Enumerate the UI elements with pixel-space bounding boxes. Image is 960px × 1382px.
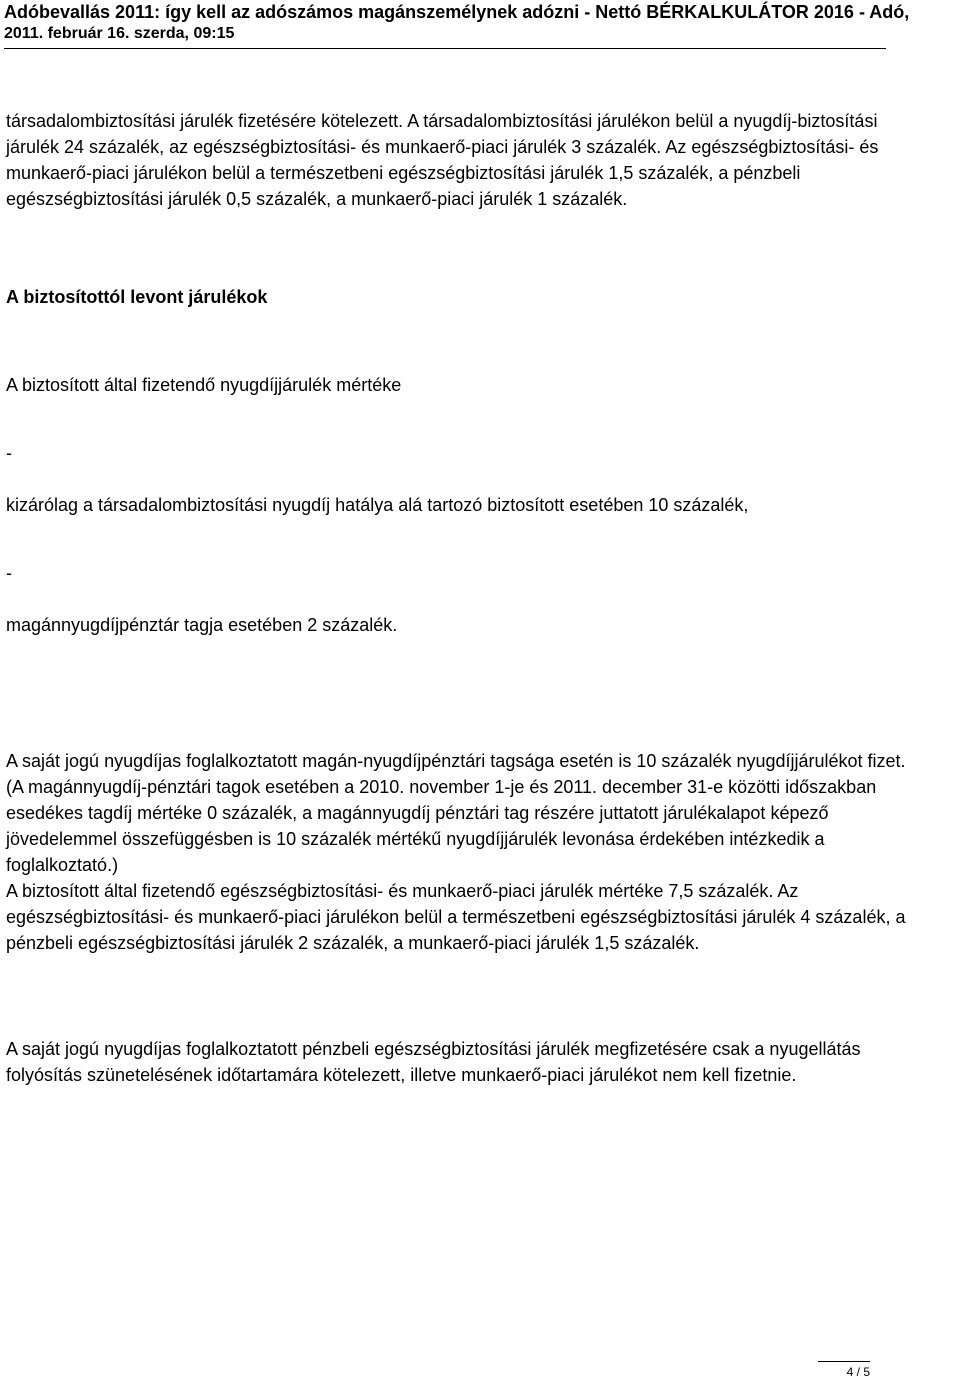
paragraph-health-contribution: A biztosított által fizetendő egészségbiztosítási- és munkaerő-piaci járulék mértéke 7,5 százalék. Az egészségbiztosítási- és munkaerő-piaci járulékon belül a természetbeni egészségbiztosítási járulék 4 százalék, a pénzbeli egészségbiztosítási járulék 2 százalék, a munkaerő-piaci járulék 1,5 százalék. <box>6 881 906 953</box>
header-divider <box>4 48 886 49</box>
list-dash: - <box>6 563 12 583</box>
article-date: 2011. február 16. szerda, 09:15 <box>4 25 235 42</box>
pension-contribution-intro: A biztosított által fizetendő nyugdíjjárulék mértéke <box>6 375 402 395</box>
paragraph-pensioner-health: A saját jogú nyugdíjas foglalkoztatott pénzbeli egészségbiztosítási járulék megfizetésére csak a nyugellátás folyósítás szünetelésének időtartamára kötelezett, illetve munkaerő-piaci járulékot nem kell fizetnie. <box>6 1039 861 1085</box>
list-dash: - <box>6 443 12 463</box>
footer-divider <box>818 1361 870 1362</box>
page-number: 4 / 5 <box>846 1365 870 1379</box>
page-header <box>4 0 960 44</box>
paragraph-pensioner-private-fund: A saját jogú nyugdíjas foglalkoztatott magán-nyugdíjpénztári tagsága esetén is 10 százalék nyugdíjjárulékot fizet. (A magánnyugdíj-pénztári tagok esetében a 2010. november 1-je és 2011. december 31-e közötti időszakban esedékes tagdíj mértéke 0 százalék, a magánnyugdíj pénztári tag részére juttatott járulékalapot képező jövedelemmel összefüggésben is 10 százalék mértékű nyugdíjjárulék levonása érdekében intézkedik a foglalkoztató.) <box>6 751 906 875</box>
article-title: Adóbevallás 2011: így kell az adószámos magánszemélynek adózni - Nettó BÉRKALKULÁTOR 2016 - Adó, <box>4 2 910 22</box>
section-heading: A biztosítottól levont járulékok <box>6 287 268 307</box>
paragraph-social-security: társadalombiztosítási járulék fizetésére kötelezett. A társadalombiztosítási járulékon belül a nyugdíj-biztosítási járulék 24 százalék, az egészségbiztosítási- és munkaerő-piaci járulék 3 százalék. Az egészségbiztosítási- és munkaerő-piaci járulékon belül a természetbeni egészségbiztosítási járulék 1,5 százalék, a pénzbeli egészségbiztosítási járulék 0,5 százalék, a munkaerő-piaci járulék 1 százalék. <box>6 111 879 209</box>
list-item-state-pension: kizárólag a társadalombiztosítási nyugdíj hatálya alá tartozó biztosított esetében 10 százalék, <box>6 495 749 515</box>
list-item-private-fund: magánnyugdíjpénztár tagja esetében 2 százalék. <box>6 615 398 635</box>
article-body <box>6 108 906 1088</box>
